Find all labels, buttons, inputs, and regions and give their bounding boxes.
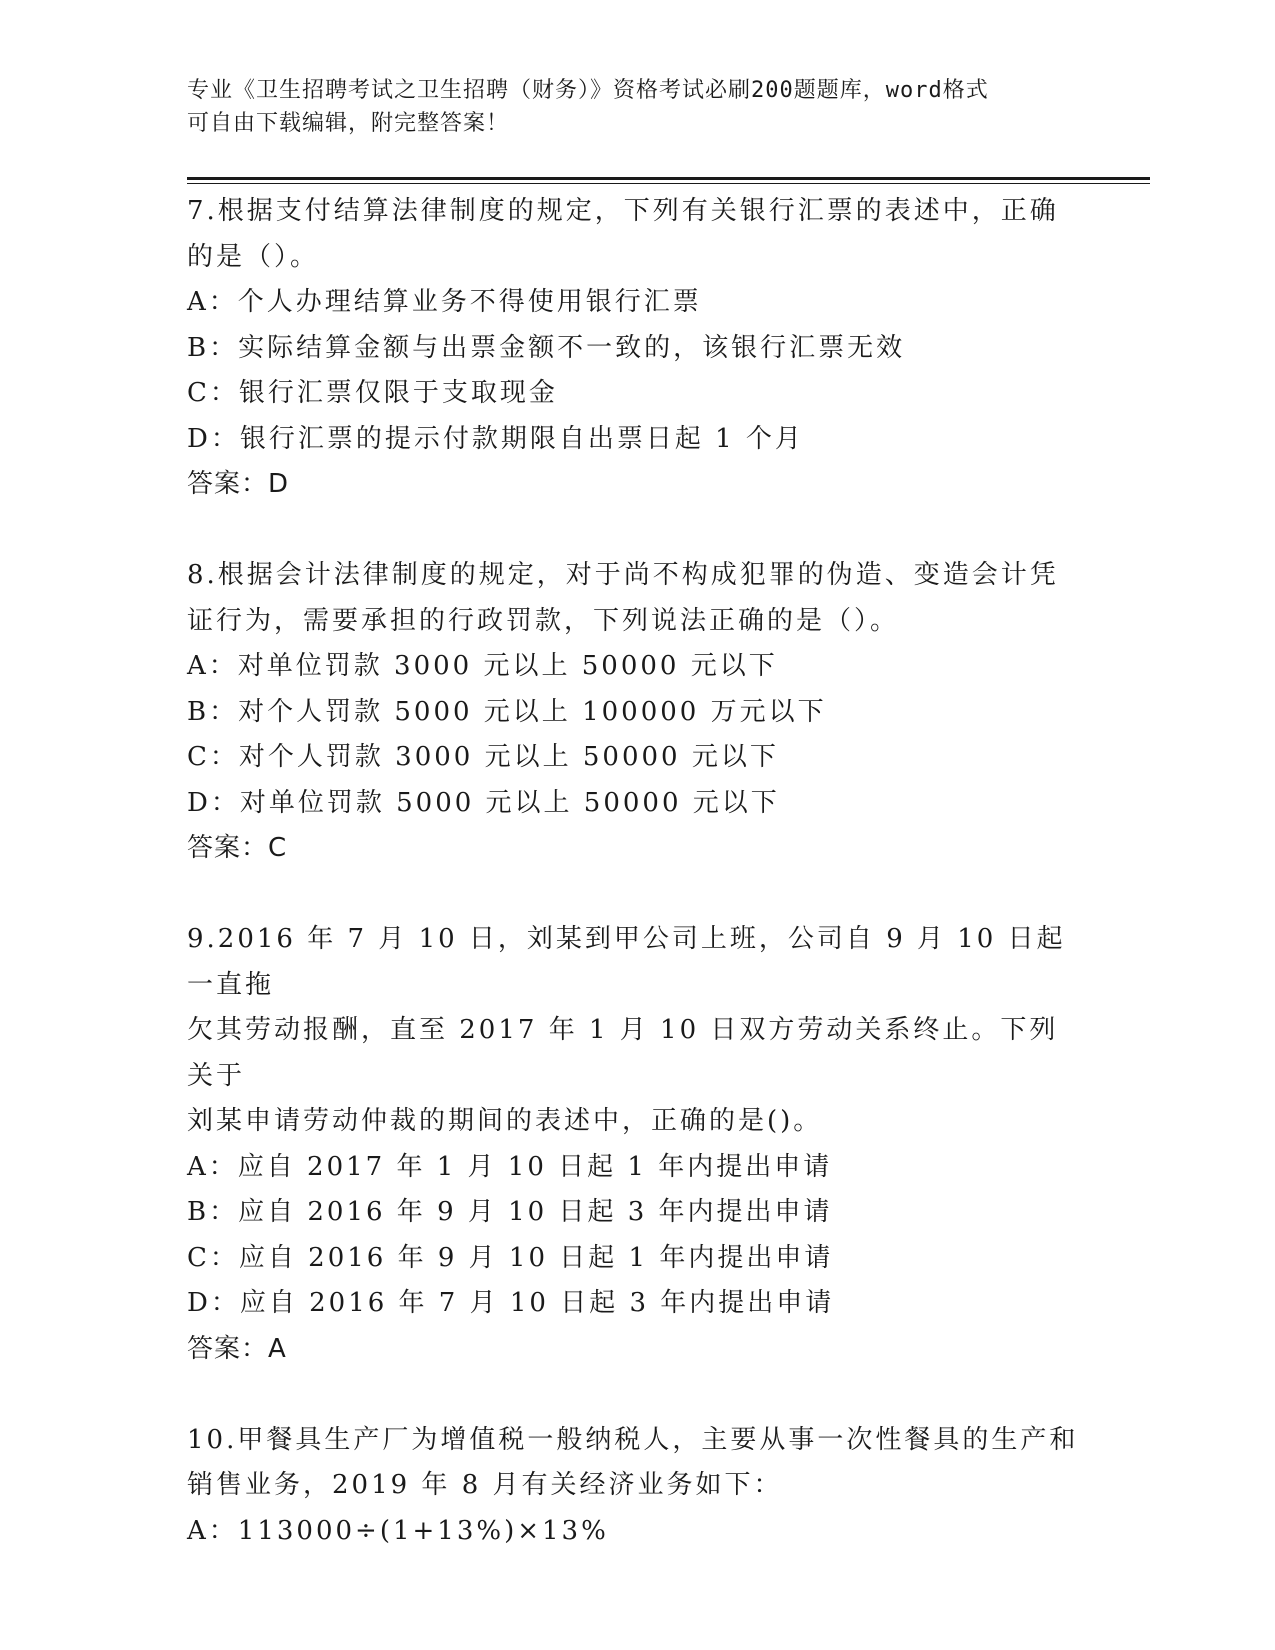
header-divider-thin [187,183,1150,184]
question-stem-line: 的是（）。 [187,241,320,272]
option-b: B：对个人罚款 5000 元以上 100000 万元以下 [187,696,827,727]
question-stem-line: 8.根据会计法律制度的规定，对于尚不构成犯罪的伪造、变造会计凭 [187,560,1059,590]
question-stem-line: 10.甲餐具生产厂为增值税一般纳税人，主要从事一次性餐具的生产和 [187,1424,1079,1455]
option-c: C：应自 2016 年 9 月 10 日起 1 年内提出申请 [187,1242,834,1273]
question-10 [187,1418,1087,1555]
question-7 [187,189,1087,508]
option-d: D：对单位罚款 5000 元以上 50000 元以下 [187,787,780,818]
question-list [187,189,1087,1554]
option-c: C：对个人罚款 3000 元以上 50000 元以下 [187,742,779,772]
question-spacer [187,508,1087,554]
question-stem-line: 欠其劳动报酬，直至 2017 年 1 月 10 日双方劳动关系终止。下列关于 [187,1015,1059,1091]
option-a: A：个人办理结算业务不得使用银行汇票 [187,287,702,317]
option-c: C：银行汇票仅限于支取现金 [187,378,558,408]
option-d: D：银行汇票的提示付款期限自出票日起 1 个月 [187,423,804,454]
question-stem-line: 销售业务，2019 年 8 月有关经济业务如下： [187,1470,783,1500]
question-spacer [187,1372,1087,1418]
answer-line: 答案：A [187,1333,287,1364]
question-stem-line: 刘某申请劳动仲裁的期间的表述中，正确的是()。 [187,1106,823,1136]
header-line-2: 可自由下载编辑，附完整答案！ [187,111,510,136]
question-stem-line: 9.2016 年 7 月 10 日，刘某到甲公司上班，公司自 9 月 10 日起一直拖 [187,924,1066,1000]
question-stem-line: 证行为，需要承担的行政罚款，下列说法正确的是（）。 [187,605,900,636]
option-a: A：113000÷(1+13%)×13% [187,1515,609,1546]
answer-line: 答案：D [187,469,290,499]
question-9 [187,917,1087,1372]
answer-line: 答案：C [187,833,288,863]
option-d: D：应自 2016 年 7 月 10 日起 3 年内提出申请 [187,1288,835,1318]
option-b: B：应自 2016 年 9 月 10 日起 3 年内提出申请 [187,1197,833,1227]
option-b: B：实际结算金额与出票金额不一致的，该银行汇票无效 [187,332,906,363]
option-a: A：对单位罚款 3000 元以上 50000 元以下 [187,651,778,681]
header-line-1: 专业《卫生招聘考试之卫生招聘（财务）》资格考试必刷200题题库，word格式 [187,78,989,103]
question-spacer [187,872,1087,918]
question-8 [187,553,1087,872]
header-divider-thick [187,177,1150,180]
document-header [187,74,1067,140]
question-stem-line: 7.根据支付结算法律制度的规定，下列有关银行汇票的表述中，正确 [187,196,1059,226]
option-a: A：应自 2017 年 1 月 10 日起 1 年内提出申请 [187,1151,833,1182]
